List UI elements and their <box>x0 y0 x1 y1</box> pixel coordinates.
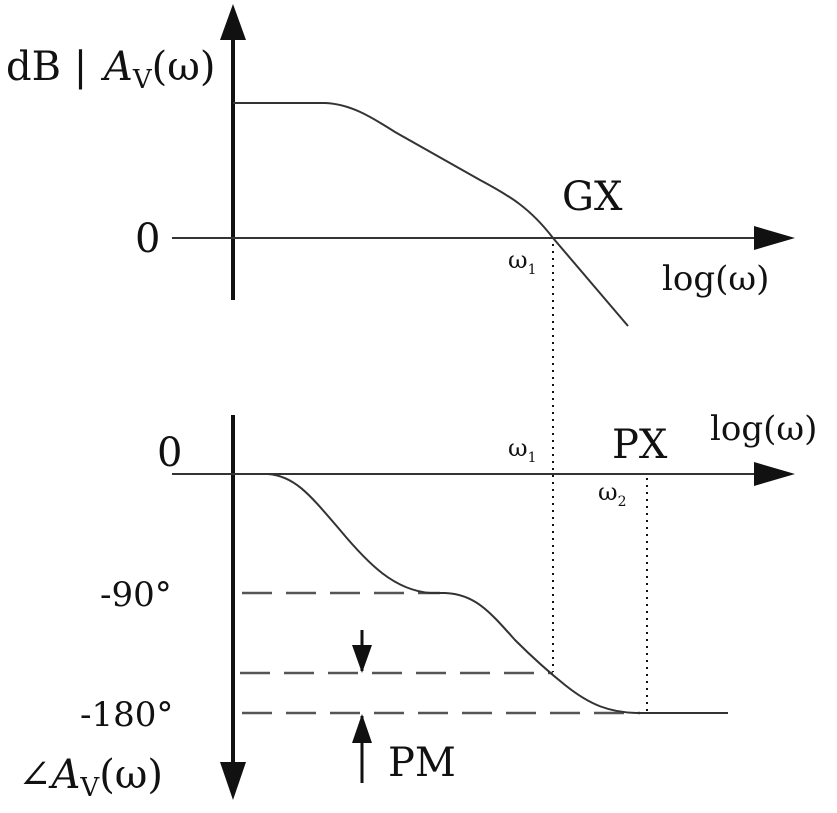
minus90-label: -90° <box>100 575 172 615</box>
magnitude-x-label: log(ω) <box>662 259 770 299</box>
magnitude-omega1-label: $\omega_1$ <box>508 246 537 278</box>
phase-omega2-label: $\omega_2$ <box>598 478 627 510</box>
phase-margin-arrowhead-top <box>352 645 372 673</box>
phase-omega1-label: $\omega_1$ <box>508 434 537 466</box>
magnitude-zero-label: 0 <box>135 216 161 262</box>
phase-crossover-label: PX <box>612 422 668 468</box>
magnitude-y-axis-arrowhead <box>220 4 246 40</box>
phase-y-label: $\angle A_V(\omega)$ <box>18 752 164 803</box>
phase-plot <box>18 409 817 803</box>
phase-zero-label: 0 <box>157 430 183 476</box>
phase-margin-arrowhead-bottom <box>352 714 372 743</box>
magnitude-plot <box>6 4 795 326</box>
phase-y-axis-arrowhead <box>220 762 246 800</box>
phase-x-label: log(ω) <box>710 409 818 449</box>
gain-crossover-label: GX <box>562 174 623 220</box>
magnitude-y-label: dB | $A_V(\omega)$ <box>6 44 216 95</box>
minus180-label: -180° <box>80 695 174 735</box>
magnitude-x-axis-arrowhead <box>754 226 795 250</box>
phase-x-axis-arrowhead <box>754 462 795 486</box>
phase-margin-label: PM <box>388 740 456 786</box>
